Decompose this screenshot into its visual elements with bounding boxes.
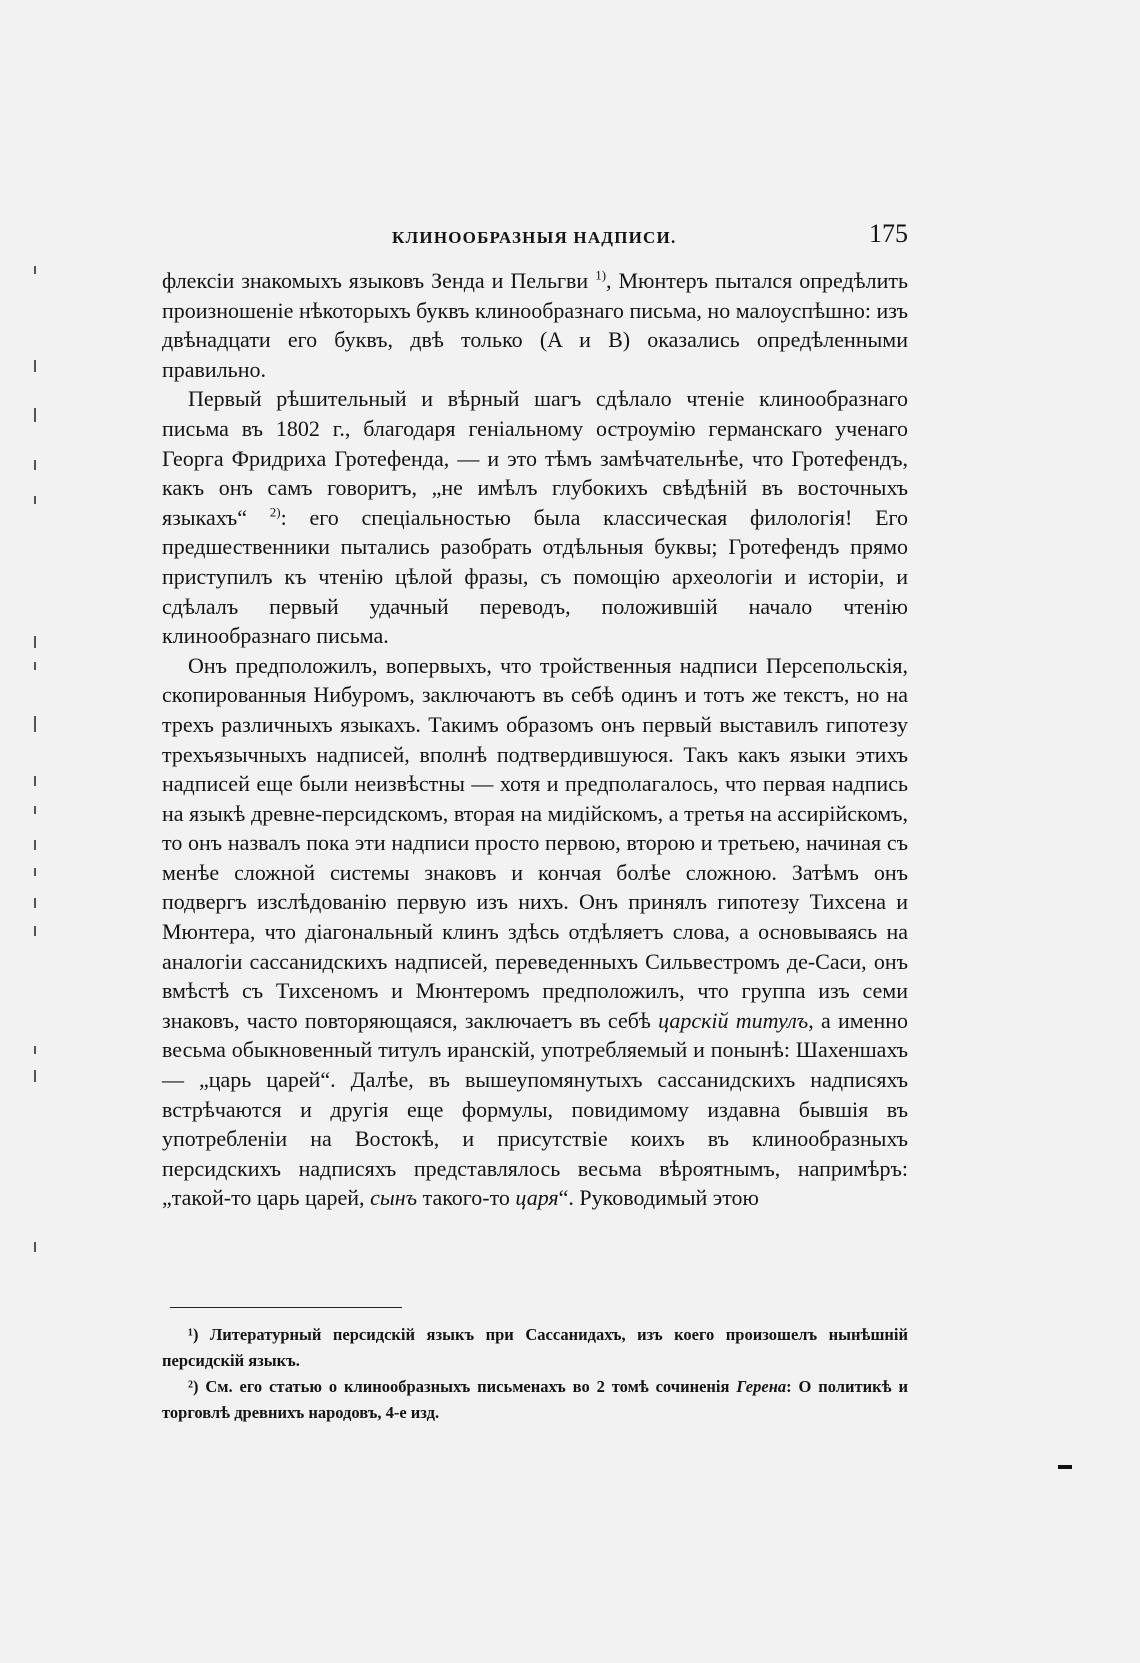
footnote-ref: 2)	[269, 504, 281, 520]
footnote-ref: 1)	[595, 267, 607, 283]
paragraph	[162, 266, 908, 384]
running-head	[162, 216, 908, 256]
italic-text: царскій титулъ	[658, 1007, 809, 1033]
text-run: ¹) Литературный персидскій языкъ при Сассанидахъ, изъ коего произошелъ нынѣшній персидскій языкъ.	[162, 1325, 908, 1370]
page-number: 175	[869, 219, 908, 248]
text-run: : О политикѣ и торговлѣ древнихъ народовъ, 4-е изд.	[162, 1377, 908, 1422]
text-run: Онъ предположилъ, вопервыхъ, что тройственныя надписи Персепольскія, скопированныя Нибуромъ, заключаютъ въ себѣ одинъ и тотъ же текстъ, но на трехъ различныхъ языкахъ. Такимъ образомъ онъ первый выставилъ гипотезу трехъязычныхъ надписей, вполнѣ подтвердившуюся. Такъ какъ языки этихъ надписей еще были неизвѣстны — хотя и предполагалось, что первая надпись на языкѣ древне-персидскомъ, вторая на мидійскомъ, а третья на ассирійскомъ, то онъ назвалъ пока эти надписи просто первою, второю и третьею, начиная съ менѣе сложной системы знаковъ и кончая болѣе сложною. Затѣмъ онъ подвергъ изслѣдованію первую изъ нихъ. Онъ принялъ гипотезу Тихсена и Мюнтера, что діагональный клинъ здѣсь отдѣляетъ слова, а основываясь на аналогіи сассанидскихъ надписей, переведенныхъ Сильвестромъ де-Саси, онъ вмѣстѣ съ Тихсеномъ и Мюнтеромъ предположилъ, что группа изъ семи знаковъ, часто повторяющаяся, заключаетъ въ себѣ	[162, 652, 908, 1033]
chapter-title: КЛИНООБРАЗНЫЯ НАДПИСИ.	[392, 228, 677, 247]
italic-text: царя	[515, 1185, 559, 1211]
paragraph	[162, 384, 908, 650]
text-run: , Мюнтеръ пытался опредѣлить произношеніе нѣкоторыхъ буквъ клинообразнаго письма, но малоуспѣшно: изъ двѣнадцати его буквъ, двѣ только (A и B) оказались опредѣленными правильно.	[162, 268, 908, 382]
footnotes	[162, 1322, 908, 1426]
text-run: : его спеціальностью была классическая филологія! Его предшественники пытались разобрать отдѣльныя буквы; Гротефендъ прямо приступилъ къ чтенію цѣлой фразы, съ помощію археологіи и исторіи, и сдѣлалъ первый удачный переводъ, положившій начало чтенію клинообразнаго письма.	[162, 504, 909, 649]
scan-margin-marks	[34, 260, 38, 1300]
text-run: такого-то	[417, 1185, 516, 1211]
text-run: “. Руководимый этою	[558, 1185, 759, 1211]
main-text	[162, 266, 908, 1213]
text-run: ²) См. его статью о клинообразныхъ письменахъ во 2 томѣ сочиненія	[188, 1377, 737, 1396]
footnote	[162, 1374, 908, 1426]
paragraph	[162, 651, 908, 1213]
text-run: флексіи знакомыхъ языковъ Зенда и Пельгви	[162, 268, 596, 293]
text-run: , а именно весьма обыкновенный титулъ иранскій, употребляемый и понынѣ: Шахеншахъ — „царь царей“. Далѣе, въ вышеупомянутыхъ сассанидскихъ надписяхъ встрѣчаются и другія еще формулы, повидимому издавна бывшія въ употребленіи на Востокѣ, и присутствіе коихъ въ клинообразныхъ персидскихъ надписяхъ представлялось весьма вѣроятнымъ, напримѣръ: „такой-то царь царей,	[162, 1007, 908, 1211]
scan-edge-mark	[1058, 1465, 1072, 1469]
italic-text: Герена	[736, 1377, 787, 1396]
text-run: Первый рѣшительный и вѣрный шагъ сдѣлало чтеніе клинообразнаго письма въ 1802 г., благодаря геніальному остроумію германскаго ученаго Георга Фридриха Гротефенда, — и это тѣмъ замѣчательнѣе, что Гротефендъ, какъ онъ самъ говоритъ, „не имѣлъ глубокихъ свѣдѣній въ восточныхъ языкахъ“	[162, 386, 908, 530]
italic-text: сынъ	[370, 1185, 418, 1211]
footnote-rule	[170, 1307, 402, 1308]
footnote	[162, 1322, 908, 1374]
